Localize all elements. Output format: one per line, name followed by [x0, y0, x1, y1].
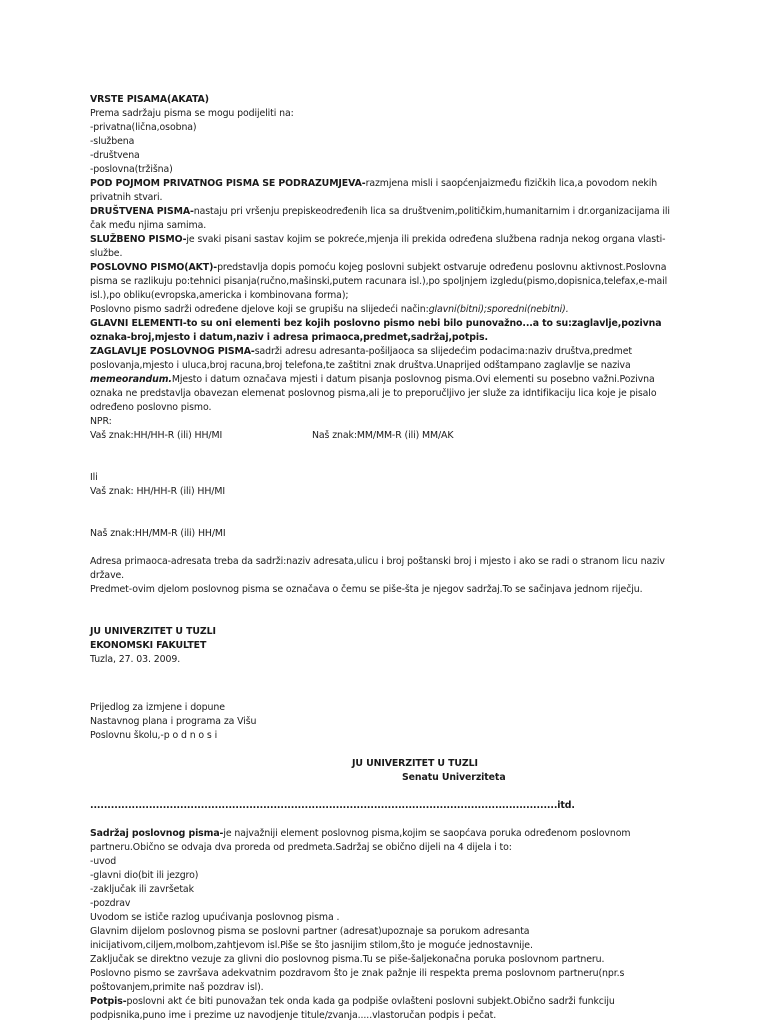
paragraph-official-letter: SLUŽBENO PISMO-je svaki pisani sastav kojim se pokreće,mjenja ili prekida određena službena radnja nekog organa vlasti-službe.: [90, 234, 666, 259]
paragraph-main-elements: GLAVNI ELEMENTI-to su oni elementi bez kojih poslovno pismo nebi bilo punovažno...a to su:zaglavlje,pozivna oznaka-broj,mjesto i datum,naziv i adresa primaoca,predmet,sadržaj,potpis.: [90, 318, 662, 343]
paragraph-parts: Poslovno pismo sadrži određene djelove koji se grupišu na slijedeći način:glavni(bitni);sporedni(nebitni).: [90, 304, 569, 315]
type-item: -službena: [90, 136, 135, 147]
proposal-line: Poslovnu školu,-p o d n o s i: [90, 730, 218, 741]
paragraph-content: Sadržaj poslovnog pisma-je najvažniji element poslovnog pisma,kojim se saopćava poruka određenom poslovnom partneru.Obično se odvaja dva proreda od predmeta.Sadržaj se obično dijeli na 4 dijela i to:: [90, 828, 631, 853]
sender-faculty: EKONOMSKI FAKULTET: [90, 640, 207, 651]
dotted-line: .......................................................................................................................................itd.: [90, 800, 575, 811]
your-reference-alt: Vaš znak: HH/HH-R (ili) HH/MI: [90, 486, 226, 497]
proposal-line: Nastavnog plana i programa za Višu: [90, 716, 257, 727]
paragraph-private-letter: POD POJMOM PRIVATNOG PISMA SE PODRAZUMJEVA-razmjena misli i saopćenjaizmeđu fizičkih lica,a povodom nekih privatnih stvari.: [90, 178, 658, 203]
or-label: Ili: [90, 472, 98, 483]
proposal-line: Prijedlog za izmjene i dopune: [90, 702, 225, 713]
paragraph-subject: Predmet-ovim djelom poslovnog pisma se označava o čemu se piše-šta je njegov sadržaj.To se sačinjava jednom riječju.: [90, 584, 643, 595]
content-part: -uvod: [90, 856, 117, 867]
our-reference-alt: Naš znak:HH/MM-R (ili) HH/MI: [90, 528, 226, 539]
intro-line: Prema sadržaju pisma se mogu podijeliti na:: [90, 108, 294, 119]
our-reference: Naš znak:MM/MM-R (ili) MM/AK: [312, 430, 454, 441]
recipient-senate: Senatu Univerziteta: [402, 772, 506, 783]
sender-name: JU UNIVERZITET U TUZLI: [90, 626, 216, 637]
reference-row: [90, 429, 680, 443]
content-part: -glavni dio(bit ili jezgro): [90, 870, 199, 881]
type-item: -društvena: [90, 150, 140, 161]
paragraph-business-letter: POSLOVNO PISMO(AKT)-predstavlja dopis pomoću kojeg poslovni subjekt ostvaruje određenu poslovnu aktivnost.Poslovna pisma se razlikuju po:tehnici pisanja(ručno,mašinski,putem racunara isl.),po spoljnjem izgledu(pismo,dopisnica,telefax,e-mail isl.),po obliku(evropska,americka i kombinovana forma);: [90, 262, 668, 301]
paragraph-signature: Potpis-poslovni akt će biti punovažan tek onda kada ga podpiše ovlašteni poslovni subjekt.Obično sadrži funkciju podpisnika,puno ime i prezime uz navodjenje titule/zvanja.....vlastoručan podpis i pečat.: [90, 996, 615, 1021]
paragraph-greeting: Poslovno pismo se završava adekvatnim pozdravom što je znak pažnje ili respekta prema poslovnom partneru(npr.s poštovanjem,primite naš pozdrav isl).: [90, 968, 625, 993]
letter-date: Tuzla, 27. 03. 2009.: [90, 654, 181, 665]
paragraph-conclusion: Zaključak se direktno vezuje za glivni dio poslovnog pisma.Tu se piše-šaljekonačna poruka poslovnom partneru.: [90, 954, 605, 965]
example-label: NPR:: [90, 416, 112, 427]
recipient-name: JU UNIVERZITET U TUZLI: [352, 758, 478, 769]
paragraph-social-letter: DRUŠTVENA PISMA-nastaju pri vršenju prepiskeodređenih lica sa društvenim,političkim,humanitarnim i dr.organizacijama ili čak među njima samima.: [90, 206, 670, 231]
paragraph-header: ZAGLAVLJE POSLOVNOG PISMA-sadrži adresu adresanta-pošiljaoca sa slijedećim podacima:naziv društva,predmet poslovanja,mjesto i uluca,broj racuna,broj telefona,te zaštitni znak društva.Unaprijed odštampano zaglavlje se naziva memeorandum.Mjesto i datum označava mjesti i datum pisanja poslovnog pisma.Ovi elementi su posebno važni.Pozivna oznaka ne predstavlja obavezan elemenat poslovnog pisma,ali je to preporučljivo jer služe za idntifikaciju lica koje je pisalo određeno poslovno pismo.: [90, 346, 657, 413]
doc-title: VRSTE PISAMA(AKATA): [90, 94, 209, 105]
type-item: -poslovna(tržišna): [90, 164, 173, 175]
your-reference: Vaš znak:HH/HH-R (ili) HH/MI: [90, 430, 223, 441]
content-part: -zaključak ili završetak: [90, 884, 194, 895]
paragraph-main-part: Glavnim dijelom poslovnog pisma se poslovni partner (adresat)upoznaje sa porukom adresanta inicijativom,ciljem,molbom,zahtjevom isl.Piše se što jasnijim stilom,što je moguće jednostavnije.: [90, 926, 533, 951]
document-body: [90, 93, 680, 1023]
content-part: -pozdrav: [90, 898, 131, 909]
type-item: -privatna(lična,osobna): [90, 122, 197, 133]
paragraph-intro-part: Uvodom se ističe razlog upućivanja poslovnog pisma .: [90, 912, 340, 923]
paragraph-address: Adresa primaoca-adresata treba da sadrži:naziv adresata,ulicu i broj poštanski broj i mjesto i ako se radi o stranom licu naziv države.: [90, 556, 665, 581]
